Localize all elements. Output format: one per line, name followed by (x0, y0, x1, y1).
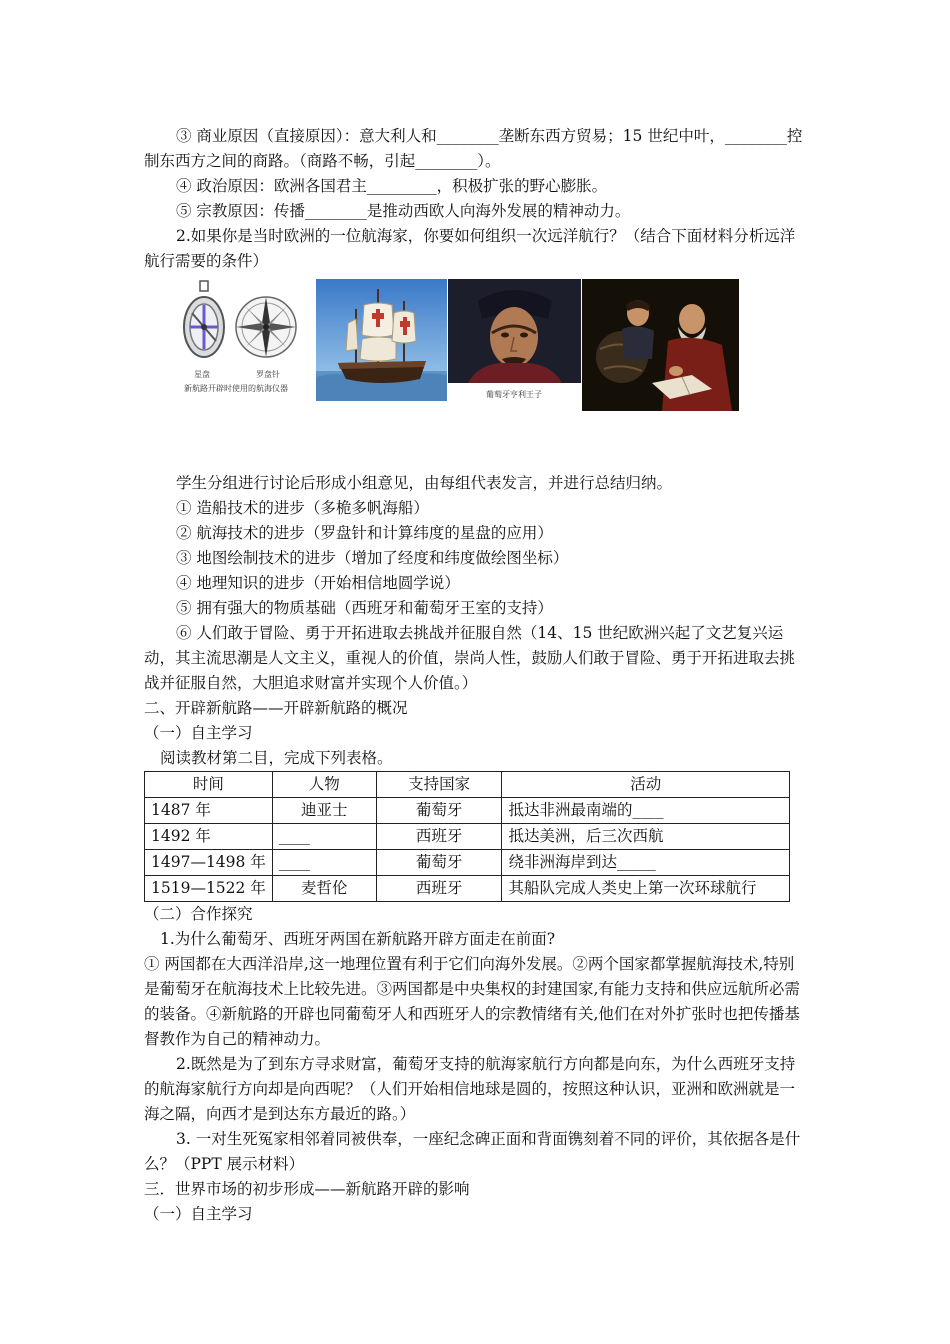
table-cell: 西班牙 (376, 824, 502, 850)
section-3-self-study: （一）自主学习 (144, 1205, 253, 1223)
table-intro: 阅读教材第二目，完成下列表格。 (160, 749, 393, 767)
condition-item-4: ④ 地理知识的进步（开始相信地圆学说） (176, 574, 460, 592)
instruments-caption: 新航路开辟时使用的航海仪器 (184, 384, 288, 393)
condition-item-1: ① 造船技术的进步（多桅多帆海船） (176, 499, 429, 517)
table-header-time: 时间 (145, 772, 273, 798)
table-cell: 1492 年 (145, 824, 273, 850)
table-header-activity: 活动 (502, 772, 790, 798)
table-row (145, 850, 790, 876)
voyages-table (144, 771, 790, 902)
table-cell: 其船队完成人类史上第一次环球航行 (502, 876, 790, 902)
table-cell: 西班牙 (376, 876, 502, 902)
image-strip (144, 279, 808, 437)
table-cell: 抵达美洲，后三次西航 (502, 824, 790, 850)
table-row (145, 824, 790, 850)
sailing-ship-image (316, 279, 447, 401)
question-3: 3. 一对生死冤家相邻着同被供奉，一座纪念碑正面和背面镌刻着不同的评价，其依据各是什么？（PPT 展示材料） (144, 1130, 801, 1173)
table-cell: 葡萄牙 (376, 798, 502, 824)
paragraph-commercial-reason: ③ 商业原因（直接原因）：意大利人和________垄断东西方贸易；15 世纪中叶，________控制东西方之间的商路。（商路不畅，引起________）。 (144, 127, 803, 170)
paragraph-religious-reason: ⑤ 宗教原因：传播________是推动西欧人向海外发展的精神动力。 (176, 202, 631, 220)
condition-item-2: ② 航海技术的进步（罗盘针和计算纬度的星盘的应用） (176, 524, 553, 542)
table-header-person: 人物 (272, 772, 376, 798)
table-cell: 迪亚士 (272, 798, 376, 824)
prince-henry-portrait (448, 279, 581, 407)
condition-item-6: ⑥ 人们敢于冒险、勇于开拓进取去挑战并征服自然（14、15 世纪欧洲兴起了文艺复兴运动，其主流思潮是人文主义，重视人的价值，崇尚人性，鼓励人们敢于冒险、勇于开拓进取去挑战并征服自然，大胆追求财富并实现个人价值。） (144, 624, 796, 692)
table-cell: 葡萄牙 (376, 850, 502, 876)
table-cell: 抵达非洲最南端的____ (502, 798, 790, 824)
astrolabe-compass-icon (178, 279, 298, 409)
scholars-globe-painting (582, 279, 739, 411)
globe-painting-icon (582, 279, 739, 411)
section-2-self-study: （一）自主学习 (144, 724, 253, 742)
table-cell: 1519—1522 年 (145, 876, 273, 902)
section-2-title: 二、开辟新航路——开辟新航路的概况 (144, 699, 408, 717)
table-row (145, 876, 790, 902)
condition-item-3: ③ 地图绘制技术的进步（增加了经度和纬度做绘图坐标） (176, 549, 569, 567)
astrolabe-caption: 星盘 (194, 370, 210, 379)
section-2-cooperative-inquiry: （二）合作探究 (144, 905, 253, 923)
navigation-instruments-image (178, 279, 298, 409)
discussion-paragraph: 学生分组进行讨论后形成小组意见，由每组代表发言，并进行总结归纳。 (176, 474, 673, 492)
question-1: 1.为什么葡萄牙、西班牙两国在新航路开辟方面走在前面? (160, 930, 556, 948)
table-header-country: 支持国家 (376, 772, 502, 798)
table-row (145, 798, 790, 824)
table-cell: 1497—1498 年 (145, 850, 273, 876)
section-3-title: 三．世界市场的初步形成——新航路开辟的影响 (144, 1180, 470, 1198)
portrait-icon (448, 279, 581, 407)
table-cell: 麦哲伦 (272, 876, 376, 902)
question-2: 2.既然是为了到东方寻求财富，葡萄牙支持的航海家航行方向都是向东，为什么西班牙支持的航海家航行方向却是向西呢？（人们开始相信地球是圆的，按照这种认识，亚洲和欧洲就是一海之隔，向西才是到达东方最近的路。） (144, 1055, 796, 1123)
table-header-row (145, 772, 790, 798)
table-cell: ____ (272, 850, 376, 876)
prince-caption: 葡萄牙亨利王子 (486, 390, 542, 399)
table-cell: 1487 年 (145, 798, 273, 824)
document-page (144, 124, 808, 1227)
answer-1: ① 两国都在大西洋沿岸,这一地理位置有利于它们向海外发展。②两个国家都掌握航海技术,特别是葡萄牙在航海技术上比较先进。③两国都是中央集权的封建国家,有能力支持和供应远航所必需的装备。④新航路的开辟也同葡萄牙人和西班牙人的宗教情绪有关,他们在对外扩张时也把传播基督教作为自己的精神动力。 (144, 955, 800, 1048)
condition-item-5: ⑤ 拥有强大的物质基础（西班牙和葡萄牙王室的支持） (176, 599, 553, 617)
paragraph-political-reason: ④ 政治原因：欧洲各国君主_________，积极扩张的野心膨胀。 (176, 177, 608, 195)
ship-icon (316, 279, 447, 401)
question-navigator: 2.如果你是当时欧洲的一位航海家，你要如何组织一次远洋航行？（结合下面材料分析远洋航行需要的条件） (144, 227, 796, 270)
table-cell: ____ (272, 824, 376, 850)
table-cell: 绕非洲海岸到达_____ (502, 850, 790, 876)
compass-caption: 罗盘针 (256, 370, 280, 379)
